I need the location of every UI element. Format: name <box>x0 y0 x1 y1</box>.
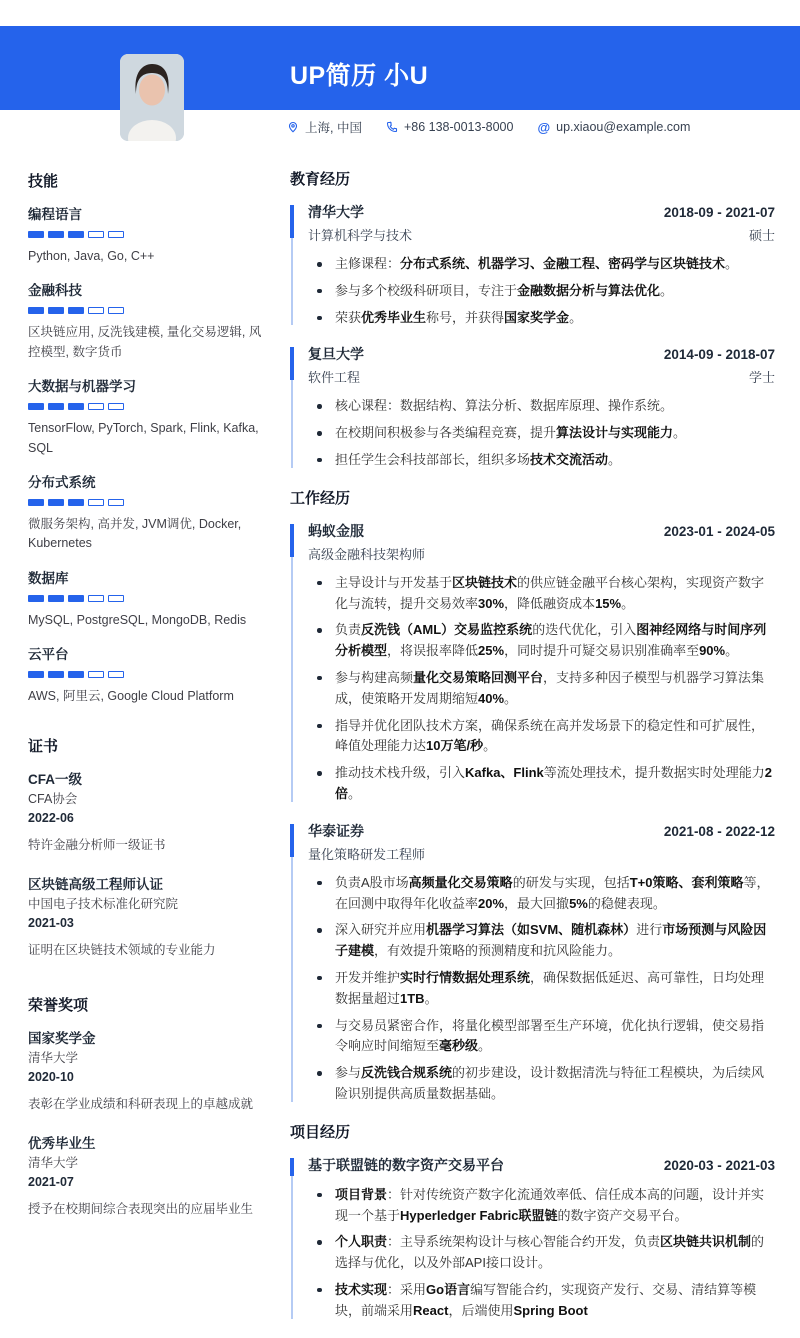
credential-date: 2021-03 <box>28 915 74 930</box>
skill-level-segment <box>28 231 44 238</box>
skill-level-segment <box>68 595 84 602</box>
skill-group <box>28 203 262 266</box>
bullet-item: 在校期间积极参与各类编程竞赛，提升算法设计与实现能力。 <box>308 423 775 444</box>
credential-desc: 特许金融分析师一级证书 <box>28 837 166 852</box>
contact-location-text: 上海, 中国 <box>305 121 362 135</box>
skill-level-bar <box>28 595 262 602</box>
education-entry <box>290 202 775 328</box>
bullet-item: 技术实现：采用Go语言编写智能合约，实现资产发行、交易、清结算等模块，前端采用React，后端使用Spring Boot <box>308 1280 775 1322</box>
work-entries <box>290 521 775 1105</box>
bullet-item: 深入研究并应用机器学习算法（如SVM、随机森林）进行市场预测与风险因子建模，有效提升策略的预测精度和抗风险能力。 <box>308 920 775 962</box>
credential-org: 清华大学 <box>28 1156 79 1171</box>
entry-date: 2014-09 - 2018-07 <box>663 347 775 363</box>
credential-org: 清华大学 <box>28 1051 79 1066</box>
skill-name: 数据库 <box>28 570 69 586</box>
projects-section-title: 项目经历 <box>290 1123 351 1141</box>
certs-section-title: 证书 <box>28 738 59 756</box>
skill-items: TensorFlow, PyTorch, Spark, Flink, Kafka, SQL <box>28 421 259 455</box>
entry-bullets <box>308 873 775 1105</box>
entry-subheader <box>308 225 775 244</box>
entry-header <box>308 521 775 541</box>
skill-items: AWS, 阿里云, Google Cloud Platform <box>28 689 234 703</box>
credential-name: CFA一级 <box>28 772 82 788</box>
location-pin-icon <box>287 120 299 134</box>
profile-photo-placeholder <box>120 54 184 141</box>
profile-photo <box>120 54 184 141</box>
skill-level-segment <box>88 671 104 678</box>
skill-level-bar <box>28 231 262 238</box>
page-title: UP简历 小U <box>290 62 429 90</box>
bullet-item: 担任学生会科技部部长，组织多场技术交流活动。 <box>308 450 775 471</box>
skill-level-segment <box>108 403 124 410</box>
skill-level-segment <box>48 231 64 238</box>
skill-level-segment <box>48 671 64 678</box>
entry-sub-right: 学士 <box>748 370 775 386</box>
skill-level-segment <box>88 307 104 314</box>
skill-name: 云平台 <box>28 647 69 662</box>
bullet-item: 参与反洗钱合规系统的初步建设，设计数据清洗与特征工程模块，为后续风险识别提供高质量数据基础。 <box>308 1063 775 1105</box>
skill-level-segment <box>68 231 84 238</box>
bullet-item: 与交易员紧密合作，将量化模型部署至生产环境，优化执行逻辑，使交易指令响应时间缩短至毫秒级。 <box>308 1016 775 1058</box>
skill-level-segment <box>88 403 104 410</box>
skill-level-segment <box>28 307 44 314</box>
education-section-title: 教育经历 <box>290 171 351 188</box>
credential-date: 2020-10 <box>28 1069 74 1084</box>
credential-desc: 表彰在学业成绩和科研表现上的卓越成就 <box>28 1096 254 1111</box>
skill-name: 编程语言 <box>28 207 82 222</box>
credential-name: 国家奖学金 <box>28 1031 96 1047</box>
skill-level-bar <box>28 499 262 506</box>
credential-name: 区块链高级工程师认证 <box>28 877 163 893</box>
honors-section-title: 荣誉奖项 <box>28 997 89 1015</box>
entry-subheader <box>308 544 775 563</box>
skill-level-segment <box>48 499 64 506</box>
skill-level-segment <box>48 307 64 314</box>
education-entries <box>290 202 775 471</box>
skill-items: MySQL, PostgreSQL, MongoDB, Redis <box>28 612 247 627</box>
work-section <box>290 487 775 1105</box>
entry-bullets <box>308 396 775 470</box>
entry-header <box>308 1155 775 1175</box>
skill-level-bar <box>28 307 262 314</box>
skill-level-segment <box>88 499 104 506</box>
skill-level-segment <box>28 595 44 602</box>
entry-date: 2021-08 - 2022-12 <box>663 823 775 839</box>
entry-subheader <box>308 844 775 863</box>
entry-date: 2020-03 - 2021-03 <box>663 1157 775 1173</box>
bullet-item: 负责A股市场高频量化交易策略的研发与实现，包括T+0策略、套利策略等，在回测中取得年化收益率20%，最大回撤5%的稳健表现。 <box>308 873 775 915</box>
contact-email-text: up.xiaou@example.com <box>556 120 691 134</box>
bullet-item: 核心课程：数据结构、算法分析、数据库原理、操作系统。 <box>308 396 775 417</box>
credential-date: 2021-07 <box>28 1174 74 1189</box>
bullet-item: 负责反洗钱（AML）交易监控系统的迭代优化，引入图神经网络与时间序列分析模型，将误报率降低25%，同时提升可疑交易识别准确率至90%。 <box>308 620 775 662</box>
skill-level-segment <box>108 499 124 506</box>
entry-sub-right: 硕士 <box>748 228 775 243</box>
skill-level-segment <box>88 231 104 238</box>
projects-section <box>290 1121 775 1322</box>
work-section-title: 工作经历 <box>290 489 351 507</box>
entry-header <box>308 344 775 364</box>
skill-level-segment <box>28 403 44 410</box>
bullet-item: 参与多个校级科研项目，专注于金融数据分析与算法优化。 <box>308 281 775 302</box>
bullet-item: 个人职责：主导系统架构设计与核心智能合约开发，负责区块链共识机制的选择与优化，以及外部API接口设计。 <box>308 1232 775 1274</box>
skill-level-segment <box>68 307 84 314</box>
bullet-item: 指导并优化团队技术方案，确保系统在高并发场景下的稳定性和可扩展性，峰值处理能力达10万笔/秒。 <box>308 716 775 758</box>
project-entries <box>290 1155 775 1322</box>
entry-subheader <box>308 367 775 386</box>
credential-org: 中国电子技术标准化研究院 <box>28 897 179 912</box>
credential-desc: 授予在校期间综合表现突出的应届毕业生 <box>28 1201 254 1216</box>
skills-list <box>28 203 262 706</box>
entry-title: 基于联盟链的数字资产交易平台 <box>308 1156 504 1173</box>
entry-header <box>308 202 775 222</box>
skill-level-segment <box>28 499 44 506</box>
honors-list <box>28 1027 262 1220</box>
entry-date: 2023-01 - 2024-05 <box>663 523 775 539</box>
skill-level-segment <box>108 307 124 314</box>
skill-level-segment <box>68 499 84 506</box>
entry-subtitle: 高级金融科技架构师 <box>308 546 426 562</box>
skill-level-segment <box>108 231 124 238</box>
skill-group <box>28 567 262 630</box>
entry-subtitle: 计算机科学与技术 <box>308 228 413 243</box>
skill-name: 金融科技 <box>28 283 82 299</box>
credential-date: 2022-06 <box>28 810 74 825</box>
entry-title: 复旦大学 <box>308 346 364 363</box>
honor-entry <box>28 1132 262 1220</box>
skill-level-segment <box>108 671 124 678</box>
contact-phone <box>386 120 513 134</box>
entry-subtitle: 量化策略研发工程师 <box>308 846 426 862</box>
certificate-entry <box>28 873 262 961</box>
entry-title: 清华大学 <box>308 204 364 220</box>
skill-level-segment <box>48 403 64 410</box>
skill-name: 大数据与机器学习 <box>28 379 136 395</box>
skill-group <box>28 643 262 706</box>
skill-items: Python, Java, Go, C++ <box>28 249 155 263</box>
skill-level-bar <box>28 403 262 410</box>
bullet-item: 主导设计与开发基于区块链技术的供应链金融平台核心架构，实现资产数字化与流转，提升交易效率30%，降低融资成本15%。 <box>308 573 775 615</box>
work-entry <box>290 821 775 1105</box>
skill-level-segment <box>68 671 84 678</box>
contact-email <box>537 120 690 134</box>
honor-entry <box>28 1027 262 1115</box>
skill-group <box>28 471 262 554</box>
work-entry <box>290 521 775 805</box>
phone-icon <box>386 121 398 133</box>
at-icon: @ <box>537 119 551 135</box>
skill-items: 区块链应用, 反洗钱建模, 量化交易逻辑, 风控模型, 数字货币 <box>28 325 262 359</box>
project-entry <box>290 1155 775 1322</box>
skill-level-segment <box>48 595 64 602</box>
entry-bullets <box>308 1185 775 1322</box>
contact-row <box>287 118 690 136</box>
entry-title: 蚂蚁金服 <box>308 522 364 539</box>
sidebar <box>28 170 262 1237</box>
entry-title: 华泰证券 <box>308 822 364 839</box>
skill-group <box>28 375 262 458</box>
entry-bullets <box>308 573 775 805</box>
education-section <box>290 168 775 471</box>
skill-level-segment <box>88 595 104 602</box>
contact-location <box>287 118 362 136</box>
bullet-item: 推动技术栈升级，引入Kafka、Flink等流处理技术，提升数据实时处理能力2倍。 <box>308 763 775 805</box>
education-entry <box>290 344 775 470</box>
bullet-item: 项目背景：针对传统资产数字化流通效率低、信任成本高的问题，设计并实现一个基于Hyperledger Fabric联盟链的数字资产交易平台。 <box>308 1185 775 1227</box>
bullet-item: 荣获优秀毕业生称号，并获得国家奖学金。 <box>308 308 775 329</box>
skill-level-segment <box>28 671 44 678</box>
skill-level-segment <box>108 595 124 602</box>
certificate-entry <box>28 768 262 856</box>
skill-name: 分布式系统 <box>28 474 96 490</box>
certs-list <box>28 768 262 961</box>
credential-org: CFA协会 <box>28 792 78 807</box>
skill-level-bar <box>28 671 262 678</box>
skill-group <box>28 279 262 362</box>
contact-phone-text: +86 138-0013-8000 <box>403 120 514 134</box>
entry-bullets <box>308 254 775 328</box>
entry-subtitle: 软件工程 <box>308 370 361 386</box>
skill-level-segment <box>68 403 84 410</box>
entry-date: 2018-09 - 2021-07 <box>663 205 775 220</box>
skills-section-title: 技能 <box>28 173 59 190</box>
skill-items: 微服务架构, 高并发, JVM调优, Docker, Kubernetes <box>28 516 242 551</box>
bullet-item: 参与构建高频量化交易策略回测平台，支持多种因子模型与机器学习算法集成，使策略开发周期缩短40%。 <box>308 668 775 710</box>
bullet-item: 主修课程：分布式系统、机器学习、金融工程、密码学与区块链技术。 <box>308 254 775 275</box>
entry-header <box>308 821 775 841</box>
main-column <box>290 168 775 1338</box>
credential-desc: 证明在区块链技术领域的专业能力 <box>28 942 216 957</box>
bullet-item: 开发并维护实时行情数据处理系统，确保数据低延迟、高可靠性，日均处理数据量超过1TB。 <box>308 968 775 1010</box>
credential-name: 优秀毕业生 <box>28 1136 96 1152</box>
